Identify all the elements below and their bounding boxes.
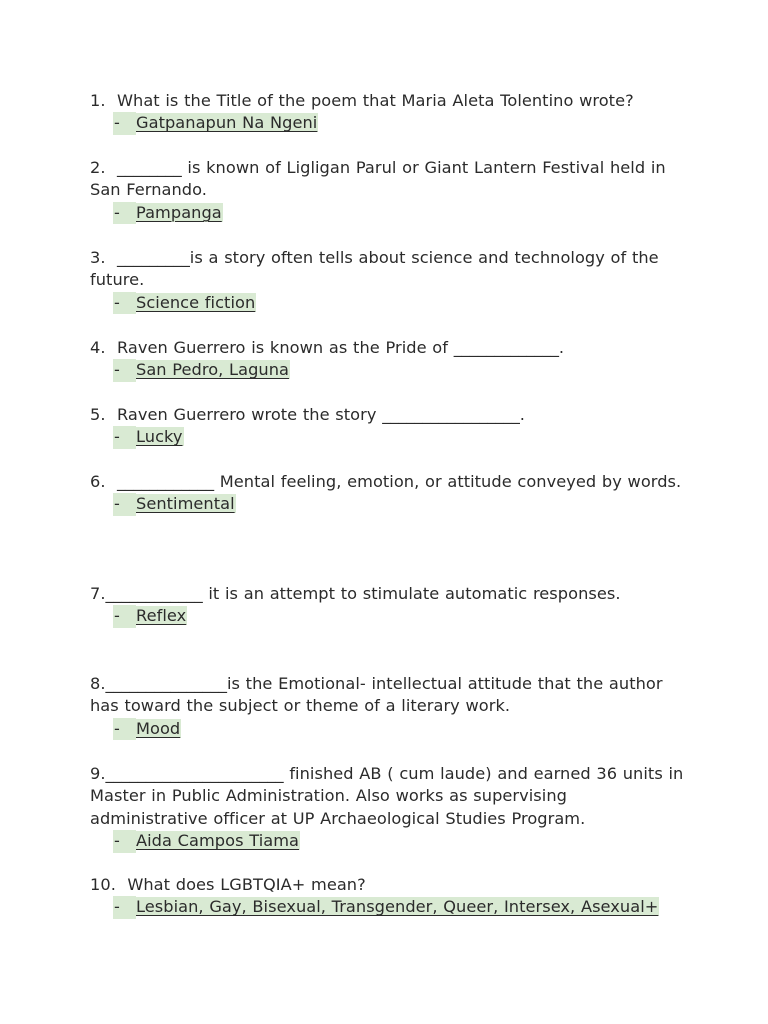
question-number: 3. <box>90 248 106 267</box>
answer-line <box>113 112 690 134</box>
answer-dash: - <box>113 112 136 134</box>
question-6 <box>90 471 690 516</box>
answer-line <box>113 493 690 515</box>
question-body: finished AB ( cum laude) and earned 36 units in Master in Public Administration. Also works as supervising administrative officer at UP Archaeological Studies Program. <box>90 764 684 828</box>
question-text <box>90 583 690 605</box>
answer-line <box>113 292 690 314</box>
answer-dash: - <box>113 605 136 627</box>
answer-text: San Pedro, Laguna <box>136 360 290 380</box>
question-text <box>90 337 690 359</box>
answer-text: Mood <box>136 718 181 738</box>
question-7 <box>90 583 690 628</box>
answer-blank: ________ <box>116 158 182 177</box>
question-body: What is the Title of the poem that Maria Aleta Tolentino wrote? <box>116 91 634 110</box>
answer-line <box>113 202 690 224</box>
answer-dash: - <box>113 493 136 515</box>
question-2 <box>90 157 690 224</box>
answer-text: Lucky <box>136 427 183 447</box>
question-number: 5. <box>90 405 106 424</box>
question-8 <box>90 673 690 740</box>
question-text <box>90 874 690 896</box>
answer-blank: _________ <box>116 248 190 267</box>
answer-line <box>113 830 690 852</box>
answer-line <box>113 359 690 381</box>
answer-dash: - <box>113 292 136 314</box>
question-body: Mental feeling, emotion, or attitude conveyed by words. <box>219 472 682 491</box>
question-body: Raven Guerrero is known as the Pride of <box>116 338 448 357</box>
answer-blank: ____________ <box>116 472 215 491</box>
answer-line <box>113 718 690 740</box>
answer-blank: ______________________ <box>105 764 284 783</box>
question-body: What does LGBTQIA+ mean? <box>127 875 366 894</box>
question-body: it is an attempt to stimulate automatic responses. <box>208 584 621 603</box>
answer-text: Aida Campos Tiama <box>136 831 300 851</box>
question-number: 9. <box>90 764 106 783</box>
question-number: 8. <box>90 674 106 693</box>
answer-dash: - <box>113 830 136 852</box>
question-number: 6. <box>90 472 106 491</box>
answer-line <box>113 896 690 918</box>
answer-dash: - <box>113 718 136 740</box>
answer-dash: - <box>113 896 136 918</box>
question-5 <box>90 404 690 449</box>
question-text <box>90 404 690 426</box>
question-number: 10. <box>90 875 116 894</box>
question-body: is known of Ligligan Parul or Giant Lantern Festival held in San Fernando. <box>90 158 666 200</box>
answer-line <box>113 426 690 448</box>
question-9 <box>90 763 690 853</box>
question-number: 4. <box>90 338 106 357</box>
question-body: Raven Guerrero wrote the story <box>116 405 377 424</box>
answer-blank: _____________ <box>453 338 559 357</box>
answer-text: Gatpanapun Na Ngeni <box>136 113 318 133</box>
question-body: is the Emotional- intellectual attitude that the author has toward the subject or theme of a literary work. <box>90 674 663 716</box>
answer-text: Science fiction <box>136 292 256 312</box>
answer-text: Pampanga <box>136 202 222 222</box>
question-text <box>90 247 690 292</box>
question-text <box>90 90 690 112</box>
answer-dash: - <box>113 202 136 224</box>
question-number: 2. <box>90 158 106 177</box>
question-10 <box>90 874 690 919</box>
question-body: is a story often tells about science and technology of the future. <box>90 248 659 290</box>
question-tail: . <box>519 405 525 424</box>
answer-text: Sentimental <box>136 494 235 514</box>
question-tail: . <box>558 338 565 357</box>
question-number: 7. <box>90 584 106 603</box>
question-number: 1. <box>90 91 106 110</box>
question-3 <box>90 247 690 314</box>
question-text <box>90 673 690 718</box>
answer-blank: ____________ <box>105 584 203 603</box>
question-text <box>90 471 690 493</box>
answer-text: Reflex <box>136 606 187 626</box>
question-1 <box>90 90 690 135</box>
answer-line <box>113 605 690 627</box>
answer-text: Lesbian, Gay, Bisexual, Transgender, Queer, Intersex, Asexual+ <box>136 897 659 917</box>
question-text <box>90 763 690 830</box>
question-text <box>90 157 690 202</box>
answer-blank: _________________ <box>382 405 520 424</box>
answer-blank: _______________ <box>105 674 227 693</box>
question-4 <box>90 337 690 382</box>
answer-dash: - <box>113 359 136 381</box>
answer-dash: - <box>113 426 136 448</box>
